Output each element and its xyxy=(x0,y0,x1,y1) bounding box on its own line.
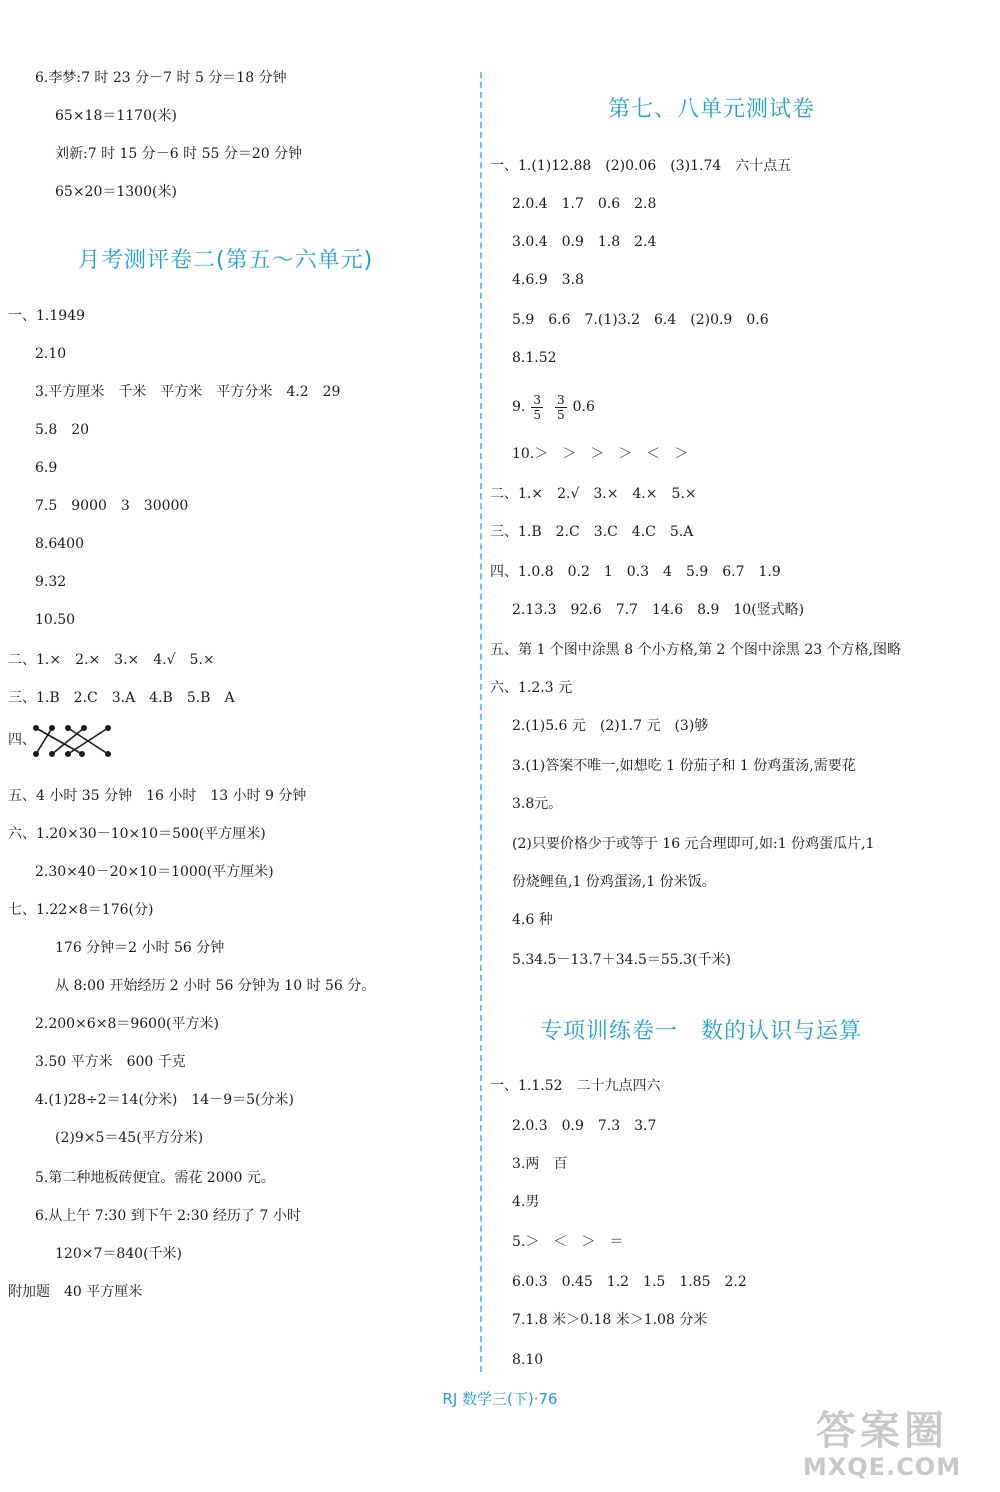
answer-line: 7.5 9000 3 30000 xyxy=(35,498,189,514)
answer-line: 8.10 xyxy=(512,1352,544,1368)
section-heading: 专项训练卷一 数的认识与运算 xyxy=(540,1019,863,1044)
answer-line: 二、1.× 2.√ 3.× 4.× 5.× xyxy=(490,486,697,502)
answer-line: 8.6400 xyxy=(35,536,84,552)
numerator: 3 xyxy=(533,392,541,407)
denominator: 5 xyxy=(533,407,541,422)
denominator: 5 xyxy=(557,407,565,422)
answer-line: 附加题 40 平方厘米 xyxy=(8,1284,143,1300)
answer-line: 7.1.8 米＞0.18 米＞1.08 分米 xyxy=(512,1312,708,1328)
answer-line: 5.＞ ＜ ＞ ＝ xyxy=(512,1234,624,1250)
answer-line: 二、1.× 2.× 3.× 4.√ 5.× xyxy=(8,652,215,668)
answer-line: 4.男 xyxy=(512,1194,540,1210)
answer-line: 一、1.1.52 二十九点四六 xyxy=(490,1078,661,1094)
answer-line: 3.两 百 xyxy=(512,1156,568,1172)
answer-line: 从 8:00 开始经历 2 小时 56 分钟为 10 时 56 分。 xyxy=(55,978,376,994)
watermark-url: MXQE.COM xyxy=(802,1453,962,1481)
answer-line: 五、4 小时 35 分钟 16 小时 13 小时 9 分钟 xyxy=(8,788,307,804)
matching-lines-diagram xyxy=(30,722,114,760)
answer-line: 10.50 xyxy=(35,612,76,628)
answer-line: 2.13.3 92.6 7.7 14.6 8.9 10(竖式略) xyxy=(512,602,805,618)
answer-line-fractions xyxy=(512,392,595,422)
numerator: 3 xyxy=(557,392,565,407)
answer-line: 120×7＝840(千米) xyxy=(55,1246,183,1262)
fraction xyxy=(555,393,567,422)
answer-line: 5.第二种地板砖便宜。需花 2000 元。 xyxy=(35,1170,275,1186)
fraction xyxy=(531,393,543,422)
answer-line: 8.1.52 xyxy=(512,350,557,366)
answer-line: 刘新:7 时 15 分－6 时 55 分＝20 分钟 xyxy=(55,146,303,162)
answer-line: 5.8 20 xyxy=(35,422,90,438)
answer-line: 4.(1)28÷2＝14(分米) 14－9＝5(分米) xyxy=(35,1092,294,1108)
answer-line: 六、1.20×30－10×10＝500(平方厘米) xyxy=(8,826,266,842)
answer-line: 2.30×40－20×10＝1000(平方厘米) xyxy=(35,864,274,880)
section-heading: 月考测评卷二(第五～六单元) xyxy=(78,248,374,273)
watermark-logo xyxy=(782,1408,982,1486)
answer-line: 2.0.4 1.7 0.6 2.8 xyxy=(512,196,657,212)
answer-line: 4.6 种 xyxy=(512,912,553,928)
answer-line: 6.从上午 7:30 到下午 2:30 经历了 7 小时 xyxy=(35,1208,301,1224)
answer-line: 4.6.9 3.8 xyxy=(512,272,584,288)
answer-line: 一、1.1949 xyxy=(8,308,85,324)
answer-line: 六、1.2.3 元 xyxy=(490,680,573,696)
answer-line: 65×18＝1170(米) xyxy=(55,108,177,124)
matching-label: 四、 xyxy=(8,732,36,748)
answer-line: 5.9 6.6 7.(1)3.2 6.4 (2)0.9 0.6 xyxy=(512,312,769,328)
answer-line: 3.8元。 xyxy=(512,796,563,812)
answer-line: 2.0.3 0.9 7.3 3.7 xyxy=(512,1118,657,1134)
answer-line: 七、1.22×8＝176(分) xyxy=(8,902,154,918)
answer-line: 份烧鲤鱼,1 份鸡蛋汤,1 份米饭。 xyxy=(512,874,716,890)
page-footer: RJ 数学三(下)·76 xyxy=(442,1390,558,1408)
answer-line: 2.200×6×8＝9600(平方米) xyxy=(35,1016,219,1032)
answer-line: 2.10 xyxy=(35,346,67,362)
column-divider xyxy=(480,72,482,1372)
answer-line: 3.(1)答案不唯一,如想吃 1 份茄子和 1 份鸡蛋汤,需要花 xyxy=(512,758,856,774)
answer-line: 三、1.B 2.C 3.A 4.B 5.B A xyxy=(8,690,235,706)
answer-line: 10.＞ ＞ ＞ ＞ ＜ ＞ xyxy=(512,446,689,462)
answer-line: 65×20＝1300(米) xyxy=(55,184,177,200)
answer-line: 一、1.(1)12.88 (2)0.06 (3)1.74 六十点五 xyxy=(490,158,792,174)
decimal-value: 0.6 xyxy=(572,399,595,415)
answer-line: 四、1.0.8 0.2 1 0.3 4 5.9 6.7 1.9 xyxy=(490,564,781,580)
answer-line: 3.0.4 0.9 1.8 2.4 xyxy=(512,234,657,250)
answer-line: 6.李梦:7 时 23 分－7 时 5 分＝18 分钟 xyxy=(35,70,287,86)
item-number: 9. xyxy=(512,399,526,415)
answer-line: 9.32 xyxy=(35,574,67,590)
answer-line: 3.50 平方米 600 千克 xyxy=(35,1054,186,1070)
answer-line: 3.平方厘米 千米 平方米 平方分米 4.2 29 xyxy=(35,384,341,400)
answer-line: 6.9 xyxy=(35,460,58,476)
answer-line: 176 分钟＝2 小时 56 分钟 xyxy=(55,940,225,956)
section-heading: 第七、八单元测试卷 xyxy=(608,97,816,122)
answer-line: (2)9×5＝45(平方分米) xyxy=(55,1130,204,1146)
watermark-text: 答案圈 xyxy=(816,1408,948,1454)
answer-line: (2)只要价格少于或等于 16 元合理即可,如:1 份鸡蛋瓜片,1 xyxy=(512,836,875,852)
answer-line: 2.(1)5.6 元 (2)1.7 元 (3)够 xyxy=(512,718,709,734)
answer-line: 6.0.3 0.45 1.2 1.5 1.85 2.2 xyxy=(512,1274,747,1290)
answer-line: 五、第 1 个图中涂黑 8 个小方格,第 2 个图中涂黑 23 个方格,图略 xyxy=(490,642,902,658)
answer-line: 5.34.5－13.7＋34.5＝55.3(千米) xyxy=(512,952,731,968)
answer-line: 三、1.B 2.C 3.C 4.C 5.A xyxy=(490,524,694,540)
